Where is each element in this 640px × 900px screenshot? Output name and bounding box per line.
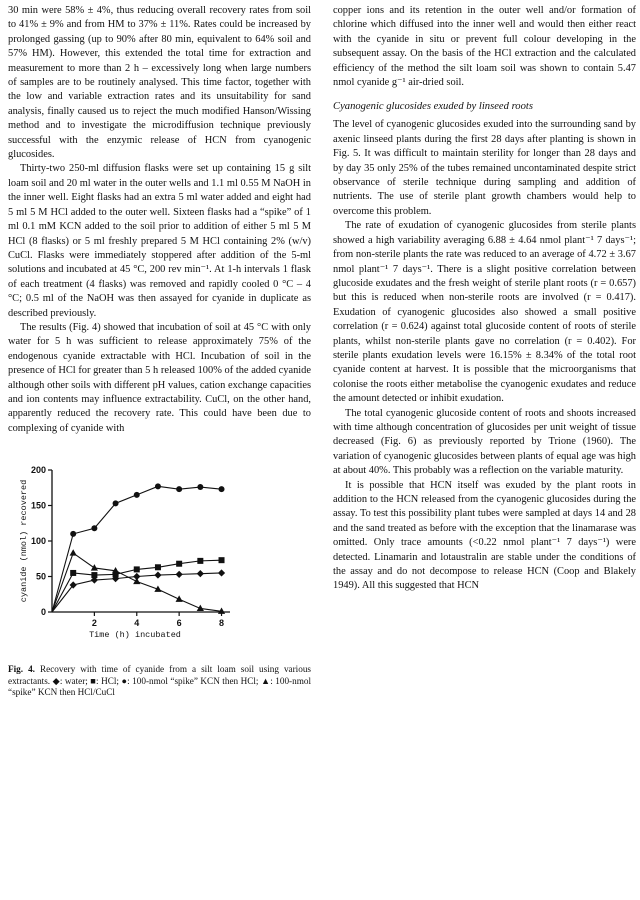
- caption-label: Fig. 4.: [8, 664, 35, 675]
- x-axis-label: Time (h) incubated: [89, 630, 181, 641]
- paragraph: The total cyanogenic glucoside content of roots and shoots increased with time although concentration of glucosides per unit weight of tissue decreased (Fig. 6) as previously reported by Trione (1960). The variation of cyanogenic glucosides between plants of equal age was high at about 40%. This probably was a reflection on the variable maturity.: [333, 407, 636, 477]
- x-tick-label: 8: [219, 618, 225, 629]
- paragraph: 30 min were 58% ± 4%, thus reducing overall recovery rates from soil to 41% ± 9% and from HM to 37% ± 11%. Rates could be increased by prolonged gassing (up to 90% after 80 min, equivalent to 64% soil and 57% HM). However, this extended the total time for extraction and measurement to more than 2 h – excessively long when large numbers of samples are to be routinely analysed. This time factor, together with the low and variable extraction rates and its unsuitability for sand analysis, finally caused us to reject the much modified Hanson/Wissing method and to investigate the microdiffusion technique previously successful with the enzymic release of HCN from cyanogenic glucosides.: [8, 5, 311, 161]
- x-tick-label: 6: [176, 618, 182, 629]
- y-tick-label: 150: [30, 500, 46, 511]
- data-point: [219, 486, 225, 492]
- figure-4: [8, 462, 311, 698]
- x-tick-label: 2: [91, 618, 97, 629]
- data-point: [91, 572, 97, 578]
- recovery-chart: [8, 462, 311, 662]
- figure-caption: [8, 664, 311, 698]
- data-point: [218, 570, 225, 577]
- paragraph: Thirty-two 250-ml diffusion flasks were set up containing 15 g silt loam soil and 20 ml water in the outer wells and 1.1 ml 0.55 M NaOH in the inner well. Eight flasks had an extra 5 ml water added and eight had 5 ml 5 M HCl added to the outer well. Sixteen flasks had a “spike” of 1 ml 0.1 mM KCN added to the soil prior to addition of either 5 ml 5 M HCl (8 flasks) or 5 ml freshly prepared 5 M HCl containing 2% (w/v) CuCl. Flasks were immediately stoppered after addition of the 5-ml solutions and incubated at 45 °C, 200 rev min⁻¹. At 1-h intervals 1 flask of each treatment (4 flasks) was removed and rapidly cooled 0 °C – 4 °C; 0.5 ml of the NaOH was then assayed for cyanide in duplicate as described previously.: [8, 163, 311, 319]
- data-point: [176, 486, 182, 492]
- data-point: [70, 531, 76, 537]
- data-point: [154, 572, 161, 579]
- data-point: [70, 549, 77, 555]
- data-point: [134, 567, 140, 573]
- left-column: [8, 4, 311, 698]
- right-column: [333, 4, 636, 594]
- data-point: [113, 501, 119, 507]
- caption-text: Recovery with time of cyanide from a silt loam soil using various extractants. ◆: water; ■: HCl; ●: 100-nmol “spike” KCN then HCl; ▲: 100-nmol “spike” KCN then HCl/CuCl: [8, 664, 311, 697]
- data-point: [133, 578, 140, 584]
- x-tick-label: 4: [134, 618, 140, 629]
- data-point: [134, 492, 140, 498]
- y-tick-label: 200: [30, 465, 46, 476]
- paragraph: copper ions and its retention in the outer well and/or formation of chlorine which diffused into the inner well and would then either react with the cyanide in situ or prevent full colour developing in the subsequent assay. On the basis of the HCl extraction and the calculated efficiency of the method the silt loam soil was shown to contain 5.47 nmol cyanide g⁻¹ air-dried soil.: [333, 5, 636, 89]
- data-point: [176, 561, 182, 567]
- y-tick-label: 0: [40, 607, 46, 618]
- data-point: [176, 571, 183, 578]
- data-point: [91, 564, 98, 570]
- series-line: [52, 487, 222, 613]
- data-point: [197, 570, 204, 577]
- data-point: [197, 484, 203, 490]
- y-axis-label: cyanide (nmol) recovered: [19, 479, 29, 603]
- paragraph: It is possible that HCN itself was exuded by the plant roots in addition to the HCN released from the cyanogenic glucosides during the assay. To test this possibility plant tubes were sampled at days 14 and 28 and the sand treated as before with the exception that the linamarase was omitted. Only trace amounts (<0.22 nmol plant⁻¹ 7 days⁻¹) were detected. Linamarin and lotaustralin are stable under the conditions of the assay and do not decompose to release HCN (Coop and Blakely 1949). All this suggested that HCN: [333, 479, 636, 592]
- paragraph: The level of cyanogenic glucosides exuded into the surrounding sand by axenic linseed plants during the first 28 days after planting is shown in Fig. 5. It was difficult to maintain sterility for longer than 28 days and by day 35 only 25% of the tubes remained uncontaminated despite strict observance of sterile technique during sampling and addition of nutrients. The use of sterile plant growth chambers would help to overcome this problem.: [333, 119, 636, 217]
- data-point: [70, 570, 76, 576]
- data-point: [91, 525, 97, 531]
- y-tick-label: 50: [35, 571, 46, 582]
- data-point: [155, 484, 161, 490]
- paragraph: The rate of exudation of cyanogenic glucosides from sterile plants showed a high variability averaging 6.88 ± 4.64 nmol plant⁻¹ 7 days⁻¹; from non-sterile plants the rate was reduced to an average of 4.72 ± 3.67 nmol plant⁻¹ 7 days⁻¹. There is a slight positive correlation between glucoside exudates and the fresh weight of sterile plant roots (r = 0.657) but this is reduced when non-sterile roots are involved (r = 0.417). Exudation of cyanogenic glucosides also showed a small positive correlation (r = 0.624) against total glucoside content of roots of sterile plants, whilst non-sterile plants gave no correlation (r = 0.402). For sterile plants exudation levels were 16.15% ± 8.34% of the total root cyanide content at harvest. It is possible that the microorganisms that colonise the roots either metabolise the cyanogenic exudates and reduce the amount detected or inhibit exudation.: [333, 220, 636, 405]
- data-point: [197, 558, 203, 564]
- paragraph: The results (Fig. 4) showed that incubation of soil at 45 °C with only water for 5 h was sufficient to release approximately 75% of the endogenous cyanide extractable with HCl. Incubation of soil in the presence of HCl for greater than 5 h released 100% of the added cyanide although other soils with different pH values, cation exchange capacities and ion contents may influence extractability. CuCl, on the other hand, apparently reduced the recovery rate. This could have been due to complexing of cyanide with: [8, 321, 311, 434]
- section-heading: Cyanogenic glucosides exuded by linseed roots: [333, 101, 533, 113]
- y-tick-label: 100: [30, 536, 46, 547]
- data-point: [155, 564, 161, 570]
- data-point: [219, 557, 225, 563]
